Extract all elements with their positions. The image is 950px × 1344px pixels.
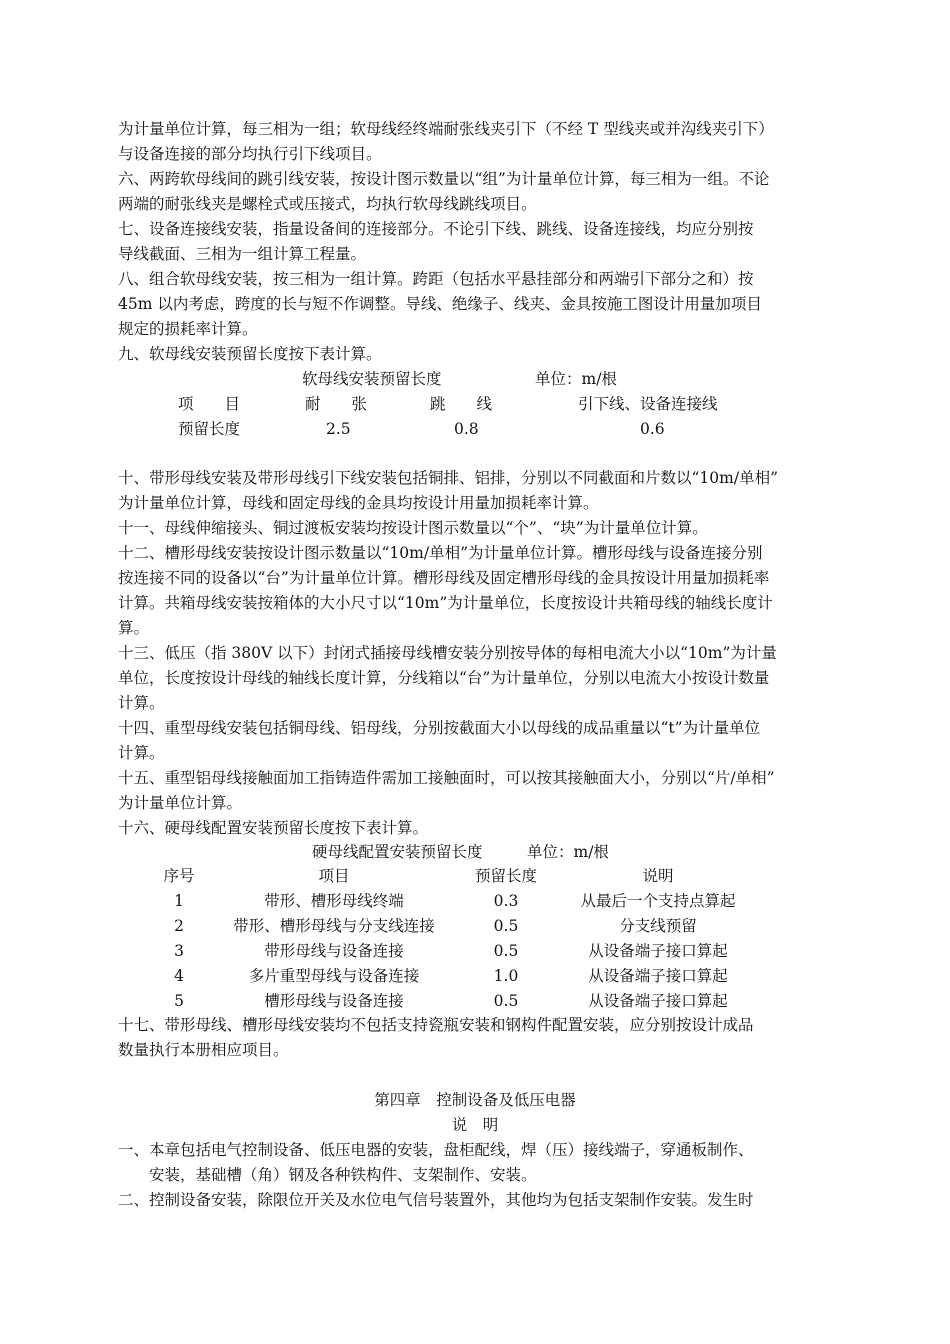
paragraph-line: 十七、带形母线、槽形母线安装均不包括支持瓷瓶安装和钢构件配置安装，应分别按设计成品 bbox=[118, 1016, 754, 1034]
table1-unit: 单位：m/根 bbox=[535, 370, 617, 388]
table2-cell-length: 0.5 bbox=[493, 942, 519, 960]
table2-header-length: 预留长度 bbox=[474, 867, 538, 885]
table1-cell: 0.6 bbox=[640, 420, 665, 438]
paragraph-line: 数量执行本册相应项目。 bbox=[118, 1041, 289, 1059]
table2-cell-index: 4 bbox=[174, 967, 184, 985]
table2-header-index: 序号 bbox=[163, 867, 195, 885]
table2-cell-note: 从设备端子接口算起 bbox=[588, 992, 728, 1010]
paragraph-line: 导线截面、三相为一组计算工程量。 bbox=[118, 245, 367, 263]
paragraph-line: 按连接不同的设备以“台”为计量单位计算。槽形母线及固定槽形母线的金具按设计用量加损耗率 bbox=[118, 569, 770, 587]
paragraph-line: 计算。 bbox=[118, 744, 165, 762]
table1-cell: 0.8 bbox=[454, 420, 479, 438]
table1-header-yinxiaxian: 引下线、设备连接线 bbox=[578, 395, 718, 413]
table1-row-label: 预留长度 bbox=[178, 420, 241, 438]
table1-title: 软母线安装预留长度 bbox=[302, 370, 442, 388]
table2-title: 硬母线配置安装预留长度 bbox=[312, 843, 483, 861]
chapter-title: 第四章 控制设备及低压电器 bbox=[374, 1091, 576, 1109]
table1-header-tiaoxian: 跳 线 bbox=[430, 395, 493, 413]
table2-cell-item: 槽形母线与设备连接 bbox=[264, 992, 404, 1010]
table2-cell-note: 从设备端子接口算起 bbox=[588, 942, 728, 960]
table1-header-naizhang: 耐 张 bbox=[305, 395, 368, 413]
table2-cell-note: 分支线预留 bbox=[619, 917, 697, 935]
table2-cell-item: 带形、槽形母线与分支线连接 bbox=[233, 917, 435, 935]
table2-cell-item: 多片重型母线与设备连接 bbox=[248, 967, 420, 985]
paragraph-line: 一、本章包括电气控制设备、低压电器的安装，盘柜配线，焊（压）接线端子，穿通板制作、 bbox=[118, 1141, 754, 1159]
paragraph-line: 十一、母线伸缩接头、铜过渡板安装均按设计图示数量以“个”、“块”为计量单位计算。 bbox=[118, 519, 708, 537]
paragraph-line: 单位，长度按设计母线的轴线长度计算，分线箱以“台”为计量单位，分别以电流大小按设计数量 bbox=[118, 669, 770, 687]
table2-cell-length: 0.5 bbox=[493, 917, 519, 935]
table2-cell-note: 从最后一个支持点算起 bbox=[580, 892, 736, 910]
table2-cell-index: 2 bbox=[174, 917, 184, 935]
paragraph-line: 十三、低压（指 380V 以下）封闭式插接母线槽安装分别按导体的每相电流大小以“10m”为计量 bbox=[118, 644, 777, 662]
table1-header-item: 项 目 bbox=[178, 395, 241, 413]
table2-cell-item: 带形、槽形母线终端 bbox=[264, 892, 404, 910]
table1-cell: 2.5 bbox=[326, 420, 351, 438]
table2-header-item: 项目 bbox=[318, 867, 350, 885]
paragraph-line: 安装，基础槽（角）钢及各种铁构件、支架制作、安装。 bbox=[118, 1166, 537, 1184]
paragraph-line: 十六、硬母线配置安装预留长度按下表计算。 bbox=[118, 819, 429, 837]
paragraph-line: 十、带形母线安装及带形母线引下线安装包括铜排、铝排，分别以不同截面和片数以“10m/单相” bbox=[118, 469, 778, 487]
paragraph-line: 算。 bbox=[118, 619, 150, 637]
paragraph-line: 为计量单位计算。 bbox=[118, 794, 243, 812]
table2-cell-length: 0.5 bbox=[493, 992, 519, 1010]
paragraph-line: 为计量单位计算，每三相为一组；软母线经终端耐张线夹引下（不经 T 型线夹或并沟线夹引下） bbox=[118, 120, 774, 138]
paragraph-line: 为计量单位计算，母线和固定母线的金具均按设计用量加损耗率计算。 bbox=[118, 494, 599, 512]
table2-header-note: 说明 bbox=[642, 867, 674, 885]
paragraph-line: 十五、重型铝母线接触面加工指铸造件需加工接触面时，可以按其接触面大小，分别以“片/单相” bbox=[118, 769, 775, 787]
paragraph-line: 十四、重型母线安装包括铜母线、铝母线，分别按截面大小以母线的成品重量以“t”为计量单位 bbox=[118, 719, 761, 737]
table2-cell-length: 1.0 bbox=[493, 967, 519, 985]
paragraph-line: 十二、槽形母线安装按设计图示数量以“10m/单相”为计量单位计算。槽形母线与设备连接分别 bbox=[118, 544, 763, 562]
table2-cell-index: 3 bbox=[174, 942, 184, 960]
paragraph-line: 45m 以内考虑，跨度的长与短不作调整。导线、绝缘子、线夹、金具按施工图设计用量加项目 bbox=[118, 295, 762, 313]
table2-cell-index: 1 bbox=[174, 892, 184, 910]
paragraph-line: 六、两跨软母线间的跳引线安装，按设计图示数量以“组”为计量单位计算，每三相为一组。不论 bbox=[118, 170, 770, 188]
table2-cell-index: 5 bbox=[174, 992, 184, 1010]
table2-cell-length: 0.3 bbox=[493, 892, 519, 910]
paragraph-line: 与设备连接的部分均执行引下线项目。 bbox=[118, 145, 382, 163]
paragraph-line: 规定的损耗率计算。 bbox=[118, 320, 258, 338]
paragraph-line: 计算。共箱母线安装按箱体的大小尺寸以“10m”为计量单位，长度按设计共箱母线的轴线长度计 bbox=[118, 594, 773, 612]
chapter-subtitle: 说 明 bbox=[451, 1116, 499, 1134]
paragraph-line: 两端的耐张线夹是螺栓式或压接式，均执行软母线跳线项目。 bbox=[118, 195, 537, 213]
paragraph-line: 二、控制设备安装，除限位开关及水位电气信号装置外，其他均为包括支架制作安装。发生时 bbox=[118, 1191, 754, 1209]
paragraph-line: 计算。 bbox=[118, 694, 165, 712]
table2-unit: 单位：m/根 bbox=[527, 843, 609, 861]
paragraph-line: 九、软母线安装预留长度按下表计算。 bbox=[118, 345, 382, 363]
table2-cell-note: 从设备端子接口算起 bbox=[588, 967, 728, 985]
table2-cell-item: 带形母线与设备连接 bbox=[264, 942, 404, 960]
paragraph-line: 七、设备连接线安装，指量设备间的连接部分。不论引下线、跳线、设备连接线，均应分别按 bbox=[118, 220, 754, 238]
paragraph-line: 八、组合软母线安装，按三相为一组计算。跨距（包括水平悬挂部分和两端引下部分之和）按 bbox=[118, 270, 754, 288]
